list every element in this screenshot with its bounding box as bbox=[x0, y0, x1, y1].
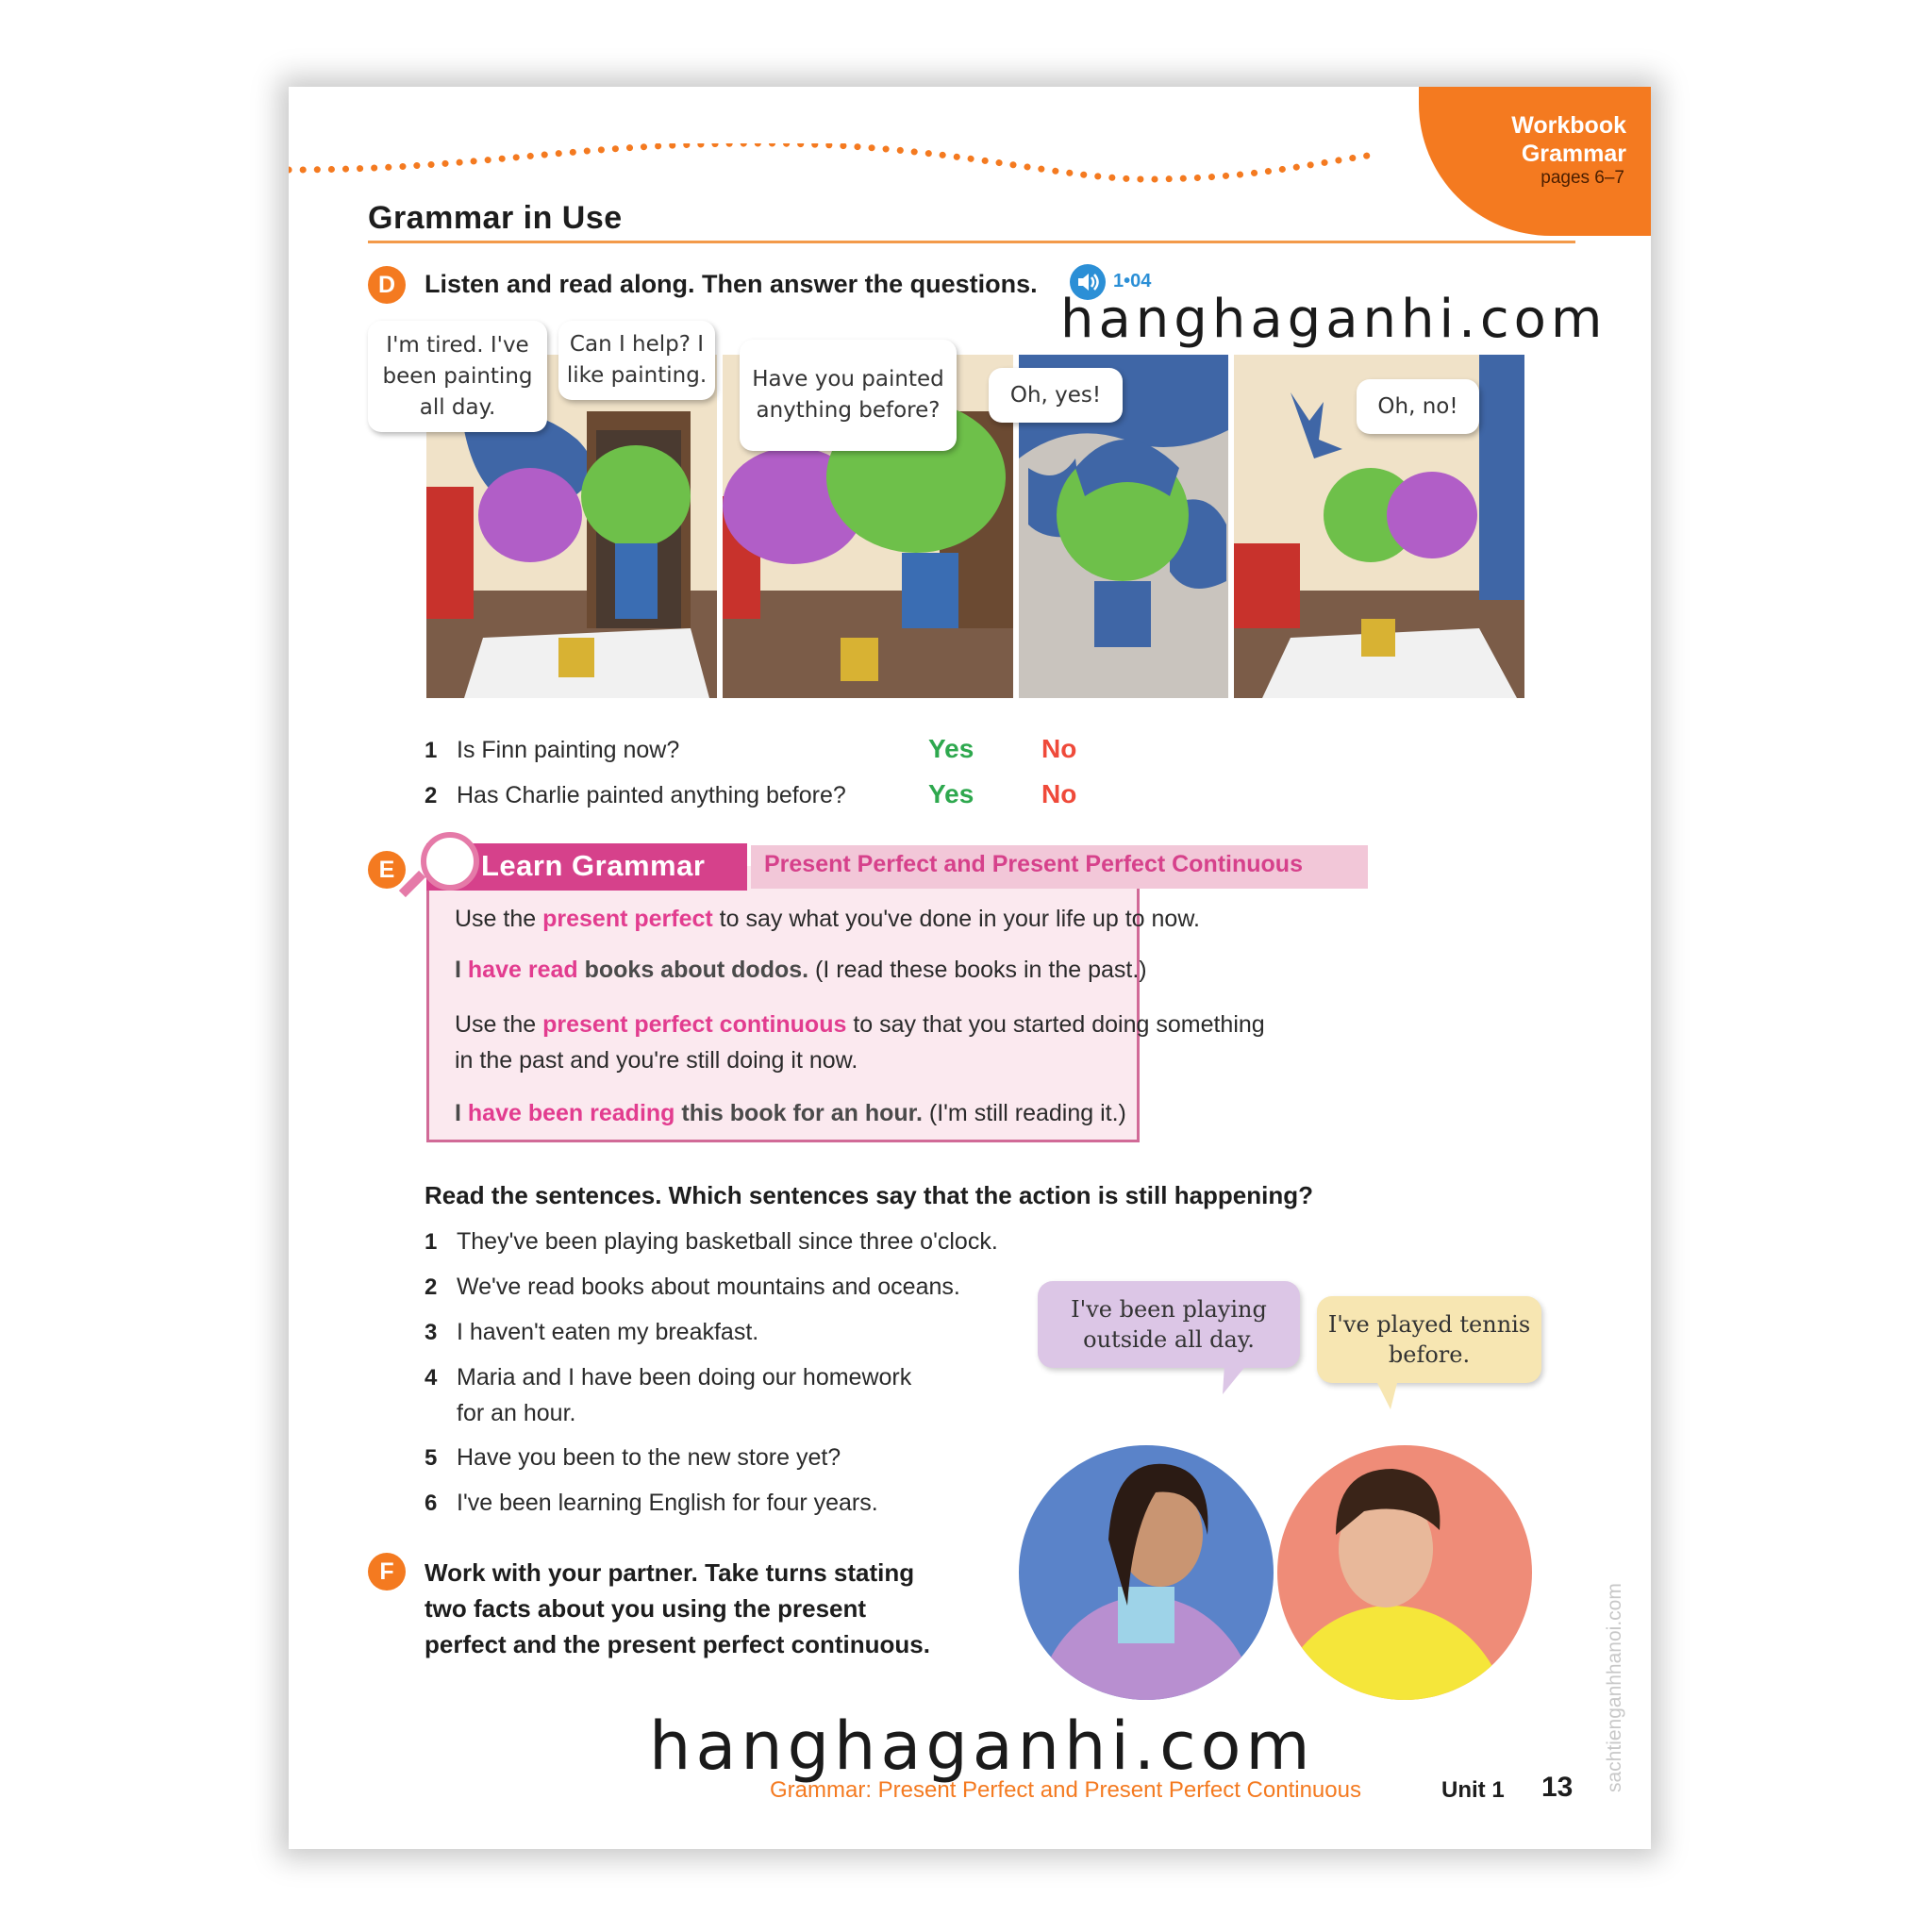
badge-f: F bbox=[368, 1553, 406, 1591]
girl-photo bbox=[1019, 1445, 1274, 1700]
workbook-tab-title bbox=[1511, 111, 1626, 168]
comic-bubble-5: Oh, no! bbox=[1357, 379, 1479, 434]
instruction-f-line: two facts about you using the present bbox=[425, 1594, 867, 1623]
instruction-f-line: Work with your partner. Take turns stating bbox=[425, 1558, 915, 1587]
sentence-number: 4 bbox=[425, 1365, 438, 1391]
sentence-text: Have you been to the new store yet? bbox=[457, 1444, 841, 1471]
speech-bubble-boy: I've played tennis before. bbox=[1317, 1296, 1541, 1383]
grammar-example-2 bbox=[455, 1100, 1126, 1127]
question-text: Has Charlie painted anything before? bbox=[457, 782, 846, 808]
grammar-label: Grammar bbox=[1521, 141, 1626, 167]
example-note: (I'm still reading it.) bbox=[922, 1100, 1126, 1126]
page-number: 13 bbox=[1541, 1772, 1574, 1803]
example-verb: have read bbox=[467, 957, 578, 983]
comic-bubble-3: Have you painted anything before? bbox=[740, 340, 957, 451]
no-option[interactable]: No bbox=[1041, 734, 1077, 763]
watermark-top: hanghaganhi.com bbox=[1060, 289, 1607, 350]
example-rest: this book for an hour. bbox=[675, 1100, 923, 1126]
sentence-text: They've been playing basketball since three o'clock. bbox=[457, 1228, 998, 1255]
footer-unit: Unit 1 bbox=[1441, 1777, 1505, 1803]
learn-grammar-subtitle: Present Perfect and Present Perfect Continuous bbox=[764, 851, 1303, 877]
yes-option[interactable]: Yes bbox=[928, 779, 974, 808]
example-verb: have been reading bbox=[467, 1100, 675, 1126]
textbook-page bbox=[289, 87, 1651, 1849]
comic-bubble-2: Can I help? I like painting. bbox=[558, 321, 715, 400]
example-note: (I read these books in the past.) bbox=[808, 957, 1147, 983]
sentence-number: 2 bbox=[425, 1274, 438, 1300]
example-rest: books about dodos. bbox=[577, 957, 809, 983]
sentence-number: 1 bbox=[425, 1229, 438, 1255]
no-option[interactable]: No bbox=[1041, 779, 1077, 808]
speech-tail-girl bbox=[1219, 1364, 1257, 1396]
rule-text: to say that you started doing something bbox=[846, 1011, 1265, 1038]
grammar-term: present perfect continuous bbox=[542, 1011, 847, 1038]
grammar-rule-1 bbox=[455, 906, 1200, 933]
sentence-number: 3 bbox=[425, 1320, 438, 1345]
example-subject: I bbox=[455, 1100, 468, 1126]
badge-d: D bbox=[368, 266, 406, 304]
side-watermark: sachtienganhhanoi.com bbox=[1604, 1583, 1625, 1792]
learn-grammar-title: Learn Grammar bbox=[481, 849, 706, 882]
watermark-bottom: hanghaganhi.com bbox=[649, 1707, 1315, 1785]
comic-bubble-1: I'm tired. I've been painting all day. bbox=[368, 321, 547, 432]
speech-tail-boy bbox=[1372, 1379, 1409, 1411]
section-title: Grammar in Use bbox=[368, 200, 623, 236]
question-text: Is Finn painting now? bbox=[457, 737, 680, 763]
sentence-text: I've been learning English for four years. bbox=[457, 1490, 878, 1516]
grammar-term: present perfect bbox=[542, 906, 713, 932]
instruction-f-line: perfect and the present perfect continuous. bbox=[425, 1630, 930, 1658]
sentence-text-continued: for an hour. bbox=[457, 1400, 576, 1426]
workbook-label: Workbook bbox=[1511, 112, 1626, 139]
workbook-pages: pages 6–7 bbox=[1541, 168, 1624, 188]
grammar-example-1 bbox=[455, 957, 1147, 984]
badge-e: E bbox=[368, 851, 406, 889]
title-underline bbox=[368, 241, 1575, 243]
sentence-text: Maria and I have been doing our homework bbox=[457, 1364, 912, 1391]
speech-bubble-girl: I've been playing outside all day. bbox=[1038, 1281, 1300, 1368]
sentences-prompt: Read the sentences. Which sentences say that the action is still happening? bbox=[425, 1181, 1314, 1209]
sentence-number: 6 bbox=[425, 1491, 438, 1516]
instruction-d: Listen and read along. Then answer the questions. bbox=[425, 270, 1038, 298]
magnifier-icon bbox=[421, 832, 479, 891]
footer-topic: Grammar: Present Perfect and Present Perfect Continuous bbox=[770, 1777, 1361, 1803]
sentence-text: I haven't eaten my breakfast. bbox=[457, 1319, 759, 1345]
workbook-tab bbox=[1419, 87, 1651, 236]
rule-text: to say what you've done in your life up to now. bbox=[712, 906, 1200, 932]
yes-option[interactable]: Yes bbox=[928, 734, 974, 763]
instruction-f bbox=[425, 1555, 930, 1662]
comic-bubble-4: Oh, yes! bbox=[989, 368, 1123, 423]
sentence-number: 5 bbox=[425, 1445, 438, 1471]
boy-photo bbox=[1277, 1445, 1532, 1700]
question-number: 2 bbox=[425, 783, 438, 808]
rule-text: Use the bbox=[455, 1011, 543, 1038]
grammar-rule-2 bbox=[455, 1011, 1265, 1039]
audio-track-number: 1•04 bbox=[1113, 271, 1152, 291]
example-subject: I bbox=[455, 957, 468, 983]
rule-text: Use the bbox=[455, 906, 543, 932]
grammar-rule-2-line-2: in the past and you're still doing it now. bbox=[455, 1047, 858, 1074]
question-number: 1 bbox=[425, 738, 438, 763]
sentence-text: We've read books about mountains and oceans. bbox=[457, 1274, 960, 1300]
